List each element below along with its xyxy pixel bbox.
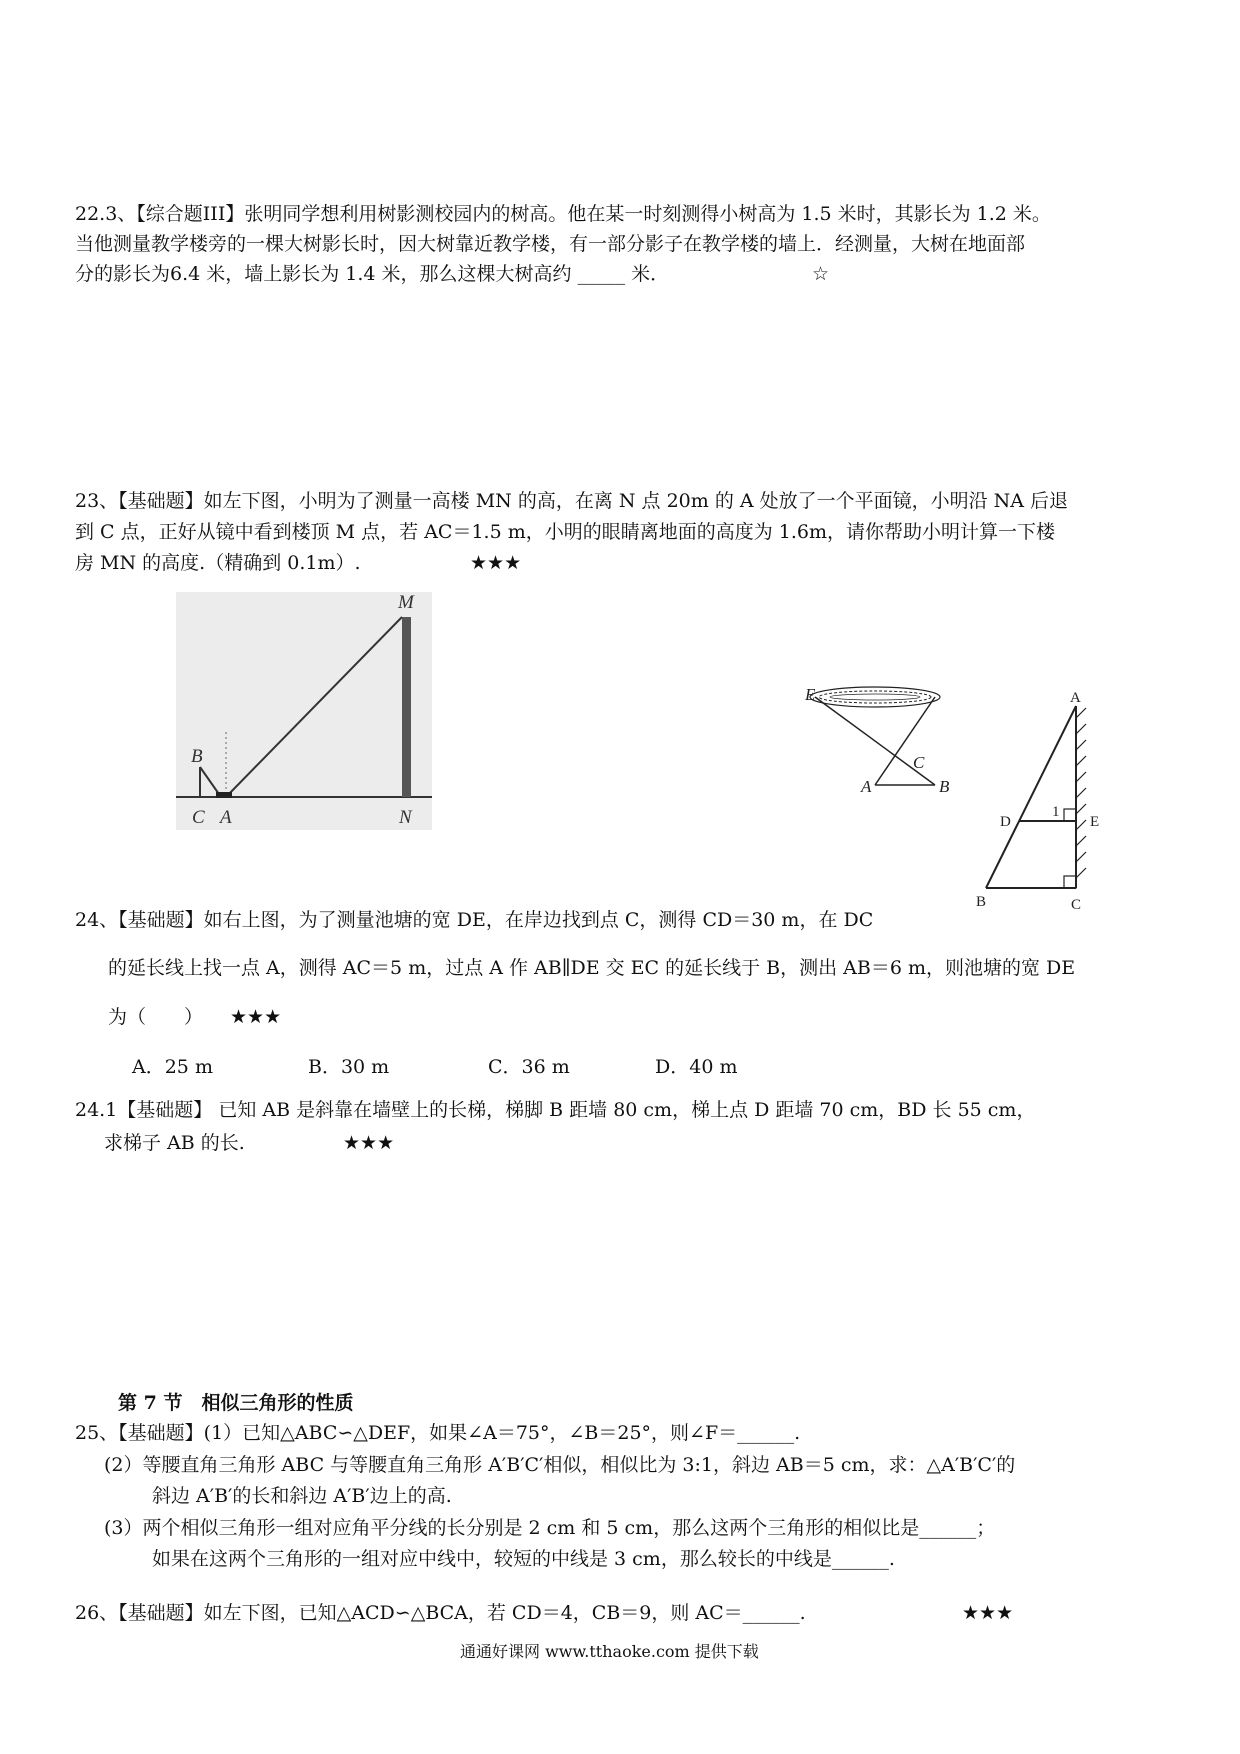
q25-line-5: 如果在这两个三角形的一组对应中线中，较短的中线是 3 cm，那么较长的中线是______.	[152, 1548, 895, 1570]
q22-3-line-3: 分的影长为6.4 米，墙上影长为 1.4 米，那么这棵大树高约 _____ 米．	[75, 263, 670, 285]
mirror-a	[216, 792, 232, 798]
label-b: B	[939, 777, 950, 796]
q24-option-c: C．36 m	[488, 1056, 570, 1078]
label-a: A	[1070, 690, 1081, 706]
label-m: M	[398, 592, 414, 613]
q22-3-line-1: 22.3、【综合题III】张明同学想利用树影测校园内的树高。他在某一时刻测得小树高为 1.5 米时，其影长为 1.2 米。	[75, 203, 1051, 225]
q24-1-stars: ★★★	[343, 1132, 395, 1154]
q23-stars: ★★★	[470, 552, 522, 574]
q24-option-b: B．30 m	[308, 1056, 390, 1078]
q25-line-1: 25、【基础题】(1）已知△ABC∽△DEF，如果∠A＝75°，∠B＝25°，则∠F＝______.	[75, 1422, 801, 1444]
q23-line-2: 到 C 点，正好从镜中看到楼顶 M 点，若 AC＝1.5 m，小明的眼睛离地面的高度为 1.6m，请你帮助小明计算一下楼	[75, 521, 1055, 543]
section-title: 第 7 节 相似三角形的性质	[118, 1392, 354, 1414]
label-e: E	[1090, 814, 1100, 830]
q26-line-1: 26、【基础题】如左下图，已知△ACD∽△BCA，若 CD＝4，CB＝9，则 AC＝______.	[75, 1602, 806, 1624]
q24-option-a: A．25 m	[132, 1056, 213, 1078]
q24-line-1: 24、【基础题】如右上图，为了测量池塘的宽 DE，在岸边找到点 C，测得 CD＝30 m，在 DC	[75, 909, 874, 931]
label-d: D	[1000, 814, 1011, 830]
label-e: E	[805, 685, 816, 704]
label-a: A	[220, 807, 232, 828]
q24-1-line-2: 求梯子 AB 的长.	[104, 1132, 245, 1154]
q25-line-2: (2）等腰直角三角形 ABC 与等腰直角三角形 A′B′C′相似，相似比为 3:1，斜边 AB＝5 cm，求：△A′B′C′的	[104, 1454, 1016, 1476]
q24-stars: ★★★	[230, 1006, 282, 1028]
q22-3-line-2: 当他测量教学楼旁的一棵大树影长时，因大树靠近教学楼，有一部分影子在教学楼的墙上．经测量，大树在地面部	[75, 233, 1026, 255]
page-footer: 通通好课网 www.tthaoke.com 提供下载	[460, 1642, 759, 1661]
label-c: C	[1071, 897, 1082, 913]
q24-line-3: 为（ ）	[108, 1006, 204, 1028]
label-angle-1: 1	[1052, 804, 1060, 820]
q22-3-star: ☆	[812, 263, 830, 285]
label-b: B	[191, 746, 203, 767]
label-c: C	[192, 807, 205, 828]
q24-1-line-1: 24.1【基础题】 已知 AB 是斜靠在墙壁上的长梯，梯脚 B 距墙 80 cm，梯上点 D 距墙 70 cm，BD 长 55 cm，	[75, 1099, 1036, 1121]
figure-ladder	[970, 688, 1130, 920]
label-a: A	[861, 777, 872, 796]
building-mn	[402, 617, 411, 797]
q25-line-4: (3）两个相似三角形一组对应角平分线的长分别是 2 cm 和 5 cm，那么这两个三角形的相似比是______；	[104, 1517, 996, 1539]
q23-line-1: 23、【基础题】如左下图，小明为了测量一高楼 MN 的高，在离 N 点 20m 的 A 处放了一个平面镜，小明沿 NA 后退	[75, 490, 1069, 512]
q24-option-d: D．40 m	[655, 1056, 738, 1078]
q26-stars: ★★★	[962, 1602, 1014, 1624]
q24-line-2: 的延长线上找一点 A，测得 AC＝5 m，过点 A 作 AB∥DE 交 EC 的延长线于 B，测出 AB＝6 m，则池塘的宽 DE	[108, 957, 1076, 979]
figure-building-mirror	[176, 592, 432, 830]
label-b: B	[976, 894, 987, 910]
q23-line-3: 房 MN 的高度.（精确到 0.1m）.	[75, 552, 361, 574]
label-n: N	[399, 807, 412, 828]
figure-pond	[805, 680, 975, 805]
q25-line-3: 斜边 A′B′的长和斜边 A′B′边上的高.	[152, 1485, 452, 1507]
label-c: C	[913, 753, 925, 772]
